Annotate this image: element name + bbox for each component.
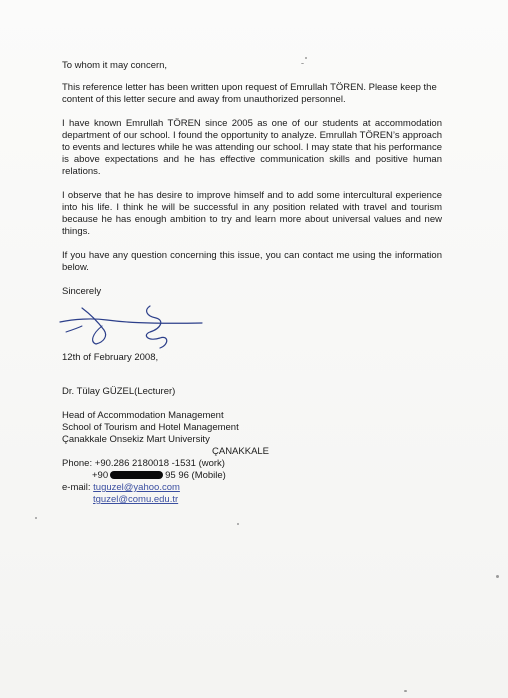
scan-speck	[35, 517, 37, 519]
scan-speck	[496, 575, 499, 578]
closing: Sincerely	[62, 286, 102, 297]
scan-speck	[305, 57, 307, 59]
phone-work: +90.286 2180018 -1531 (work)	[94, 458, 225, 469]
scan-speck	[404, 690, 407, 692]
redaction-bar	[110, 471, 163, 479]
scan-speck	[237, 523, 239, 525]
phone-row	[62, 458, 442, 470]
salutation: To whom it may concern,	[62, 60, 168, 71]
mobile-suffix: 95 96 (Mobile)	[165, 470, 226, 481]
email-label: e-mail:	[62, 482, 91, 493]
position-title: Head of Accommodation Management	[62, 410, 224, 421]
handwritten-signature	[52, 302, 212, 350]
school-name: School of Tourism and Hotel Management	[62, 422, 239, 433]
mobile-row	[62, 470, 442, 482]
paragraph-contact: If you have any question concerning this issue, you can contact me using the information below.	[62, 250, 442, 273]
university-name: Çanakkale Onsekiz Mart University	[62, 434, 210, 445]
paragraph-request: This reference letter has been written upon request of Emrullah TÖREN. Please keep the content of this letter secure and away from unauthorized personnel.	[62, 82, 437, 105]
phone-label: Phone:	[62, 458, 93, 469]
scan-speck	[301, 63, 304, 64]
city-name: ÇANAKKALE	[212, 446, 270, 457]
email-second-row	[62, 494, 442, 506]
paragraph-assessment: I observe that he has desire to improve himself and to add some intercultural experience into his life. I think he will be successful in any position related with travel and tourism because he has enough ambition to try and learn more about universal values and new things.	[62, 190, 442, 237]
mobile-prefix: +90	[92, 470, 109, 481]
letter-date: 12th of February 2008,	[62, 352, 159, 363]
signatory-block	[62, 410, 442, 506]
email-link-comu[interactable]: tguzel@comu.edu.tr	[93, 494, 179, 505]
signatory-name: Dr. Tülay GÜZEL(Lecturer)	[62, 386, 176, 397]
email-row	[62, 482, 442, 494]
email-link-yahoo[interactable]: tuguzel@yahoo.com	[93, 482, 180, 493]
paragraph-acquaintance: I have known Emrullah TÖREN since 2005 as one of our students at accommodation department of our school. I found the opportunity to analyze. Emrullah TÖREN’s approach to events and lectures while he was attending our school. I may state that his performance is above expectations and he has effective communication skills and positive human relations.	[62, 118, 442, 177]
reference-letter	[62, 60, 442, 506]
